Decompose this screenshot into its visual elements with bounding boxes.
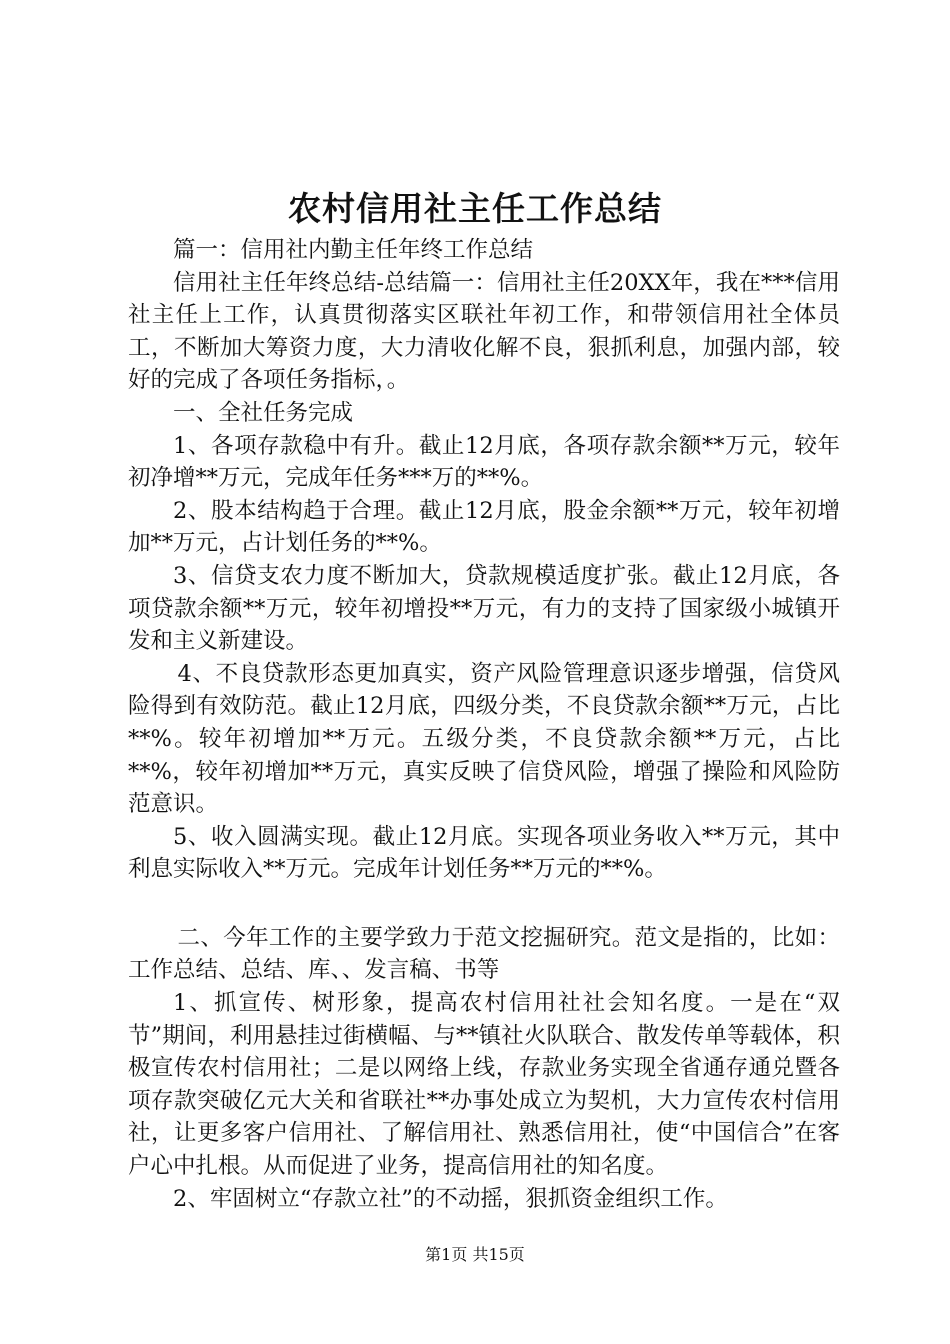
page-footer: 第1页 共15页 bbox=[425, 1245, 525, 1264]
document-title: 农村信用社主任工作总结 bbox=[288, 189, 662, 228]
paragraph: 5、收入圆满实现。截止12月底。实现各项业务收入**万元，其中利息实际收入**万元。完成年计划任务**万元的**%。 bbox=[128, 823, 840, 883]
document-body bbox=[128, 234, 840, 1215]
paragraph: 一、全社任务完成 bbox=[173, 399, 354, 426]
paragraph-spacer bbox=[128, 886, 840, 922]
paragraph: 4、不良贷款形态更加真实，资产风险管理意识逐步增强，信贷风险得到有效防范。截止12月底，四级分类，不良贷款余额**万元，占比**%。较年初增加**万元。五级分类，不良贷款余额**万元，占比**%，较年初增加**万元，真实反映了信贷风险，增强了操险和风险防范意识。 bbox=[128, 660, 840, 818]
paragraph: 篇一：信用社内勤主任年终工作总结 bbox=[173, 237, 534, 263]
paragraph: 信用社主任年终总结-总结篇一：信用社主任20XX年，我在***信用社主任上工作，认真贯彻落实区联社年初工作，和带领信用社全体员工，不断加大筹资力度，大力清收化解不良，狠抓利息，加强内部，较好的完成了各项任务指标，。 bbox=[128, 269, 840, 394]
paragraph: 2、牢固树立“存款立社”的不动摇，狠抓资金组织工作。 bbox=[173, 1185, 728, 1212]
paragraph: 2、股本结构趋于合理。截止12月底，股金余额**万元，较年初增加**万元，占计划任务的**%。 bbox=[128, 497, 840, 557]
paragraph: 二、今年工作的主要学致力于范文挖掘研究。范文是指的，比如：工作总结、总结、库、、发言稿、书等 bbox=[128, 924, 840, 984]
paragraph: 3、信贷支农力度不断加大，贷款规模适度扩张。截止12月底，各项贷款余额**万元，较年初增投**万元，有力的支持了国家级小城镇开发和主义新建设。 bbox=[128, 562, 840, 655]
paragraph: 1、各项存款稳中有升。截止12月底，各项存款余额**万元，较年初净增**万元，完成年任务***万的**%。 bbox=[128, 432, 840, 492]
paragraph: 1、抓宣传、树形象，提高农村信用社社会知名度。一是在“双节”期间，利用悬挂过街横幅、与**镇社火队联合、散发传单等载体，积极宣传农村信用社；二是以网络上线，存款业务实现全省通存通兑暨各项存款突破亿元大关和省联社**办事处成立为契机，大力宣传农村信用社，让更多客户信用社、了解信用社、熟悉信用社，使“中国信合”在客户心中扎根。从而促进了业务，提高信用社的知名度。 bbox=[128, 990, 840, 1180]
